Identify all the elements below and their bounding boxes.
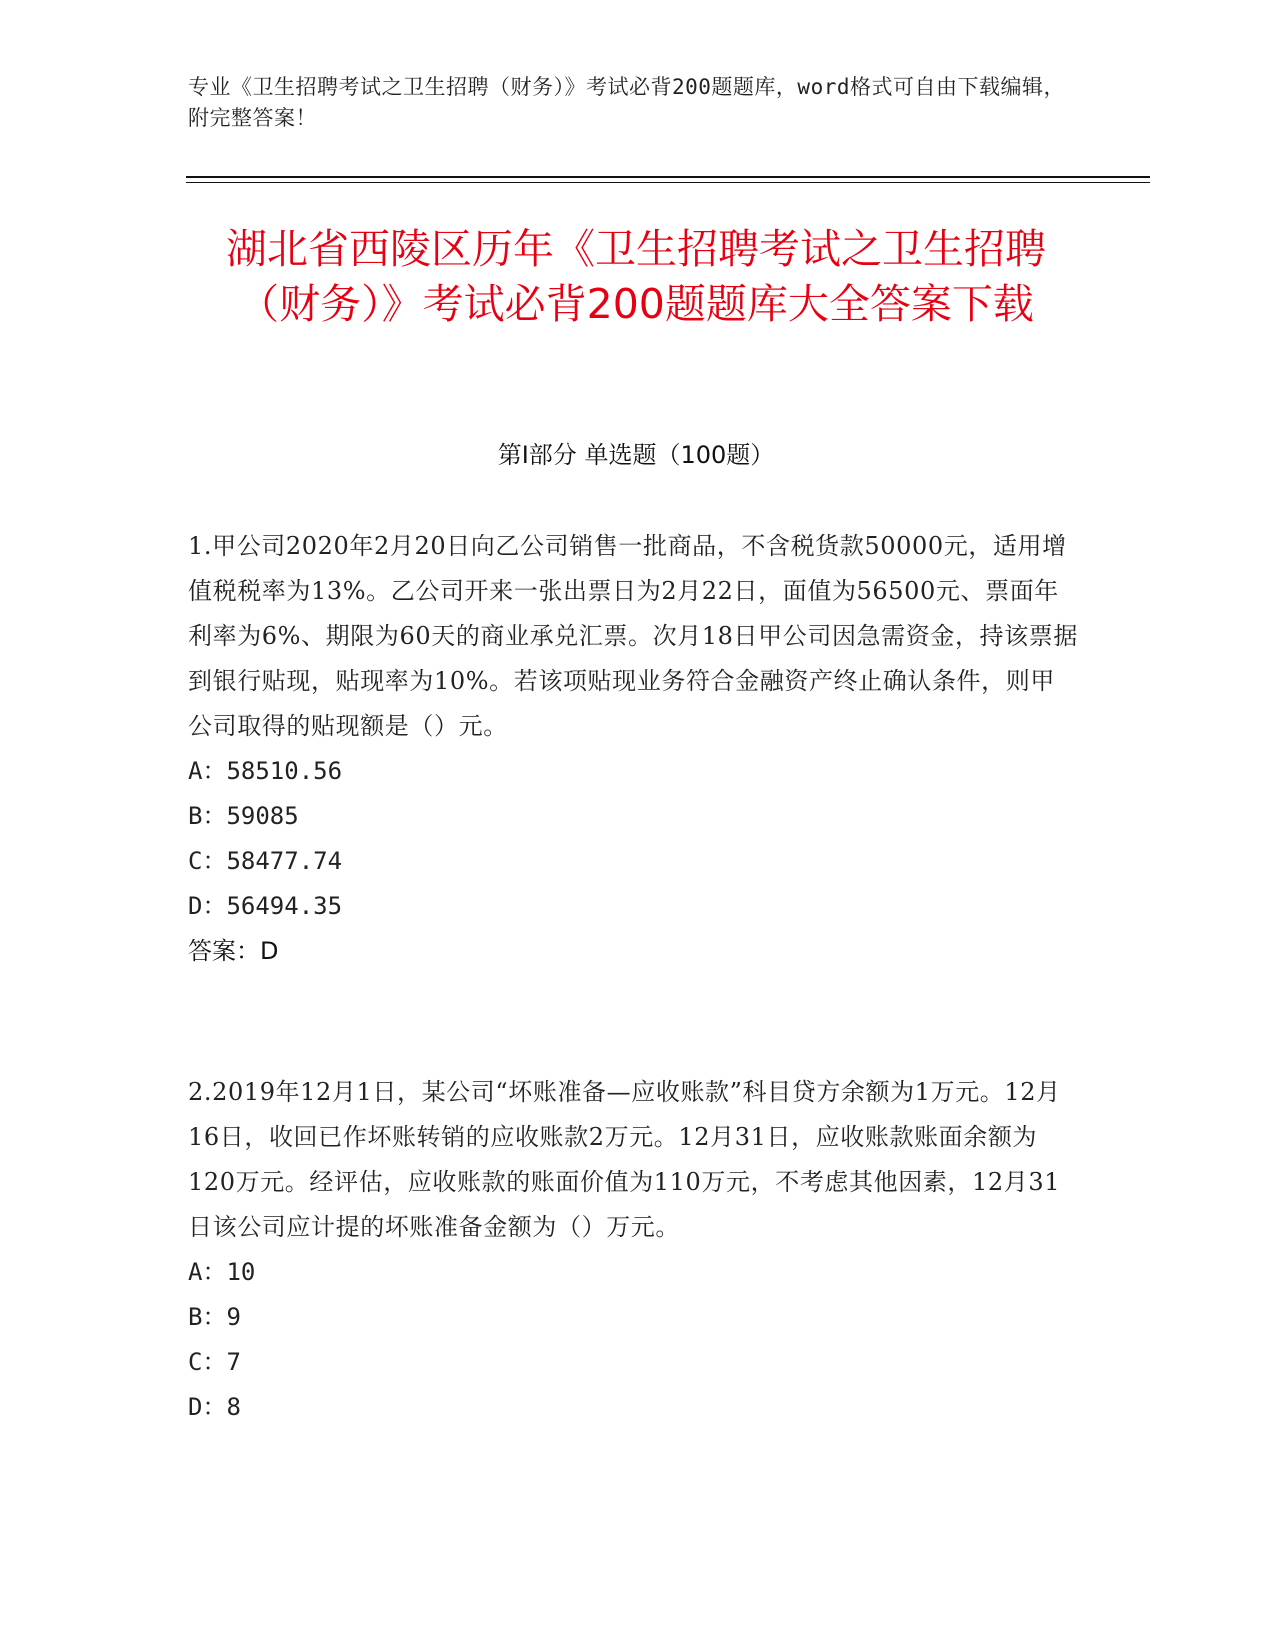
question-1-option-c: C：58477.74: [188, 847, 343, 875]
question-2-stem: 2.2019年12月1日，某公司“坏账准备—应收账款”科目贷方余额为1万元。12月16日，收回已作坏账转销的应收账款2万元。12月31日，应收账款账面余额为120万元。经评估，应收账款的账面价值为110万元，不考虑其他因素，12月31日该公司应计提的坏账准备金额为（）万元。: [188, 1078, 1061, 1241]
header-note: 专业《卫生招聘考试之卫生招聘（财务）》考试必背200题题库，word格式可自由下载编辑，附完整答案！: [188, 75, 1065, 130]
question-2-option-b: B：9: [188, 1303, 241, 1331]
document-title: 湖北省西陵区历年《卫生招聘考试之卫生招聘（财务）》考试必背200题题库大全答案下载: [226, 225, 1046, 328]
question-1: [188, 524, 1078, 974]
header-divider-thin: [186, 182, 1150, 183]
header-divider-thick: [186, 176, 1150, 178]
question-1-stem: 1.甲公司2020年2月20日向乙公司销售一批商品，不含税货款50000元，适用增值税税率为13%。乙公司开来一张出票日为2月22日，面值为56500元、票面年利率为6%、期限为60天的商业承兑汇票。次月18日甲公司因急需资金，持该票据到银行贴现，贴现率为10%。若该项贴现业务符合金融资产终止确认条件，则甲公司取得的贴现额是（）元。: [188, 532, 1078, 740]
question-2: [188, 1070, 1078, 1430]
question-2-option-c: C：7: [188, 1348, 241, 1376]
question-1-option-d: D：56494.35: [188, 892, 343, 920]
question-2-option-a: A：10: [188, 1258, 256, 1286]
section-heading: 第I部分 单选题（100题）: [497, 441, 775, 469]
question-2-option-d: D：8: [188, 1393, 241, 1421]
question-1-option-a: A：58510.56: [188, 757, 343, 785]
question-1-answer: 答案：D: [188, 937, 279, 965]
question-1-option-b: B：59085: [188, 802, 299, 830]
